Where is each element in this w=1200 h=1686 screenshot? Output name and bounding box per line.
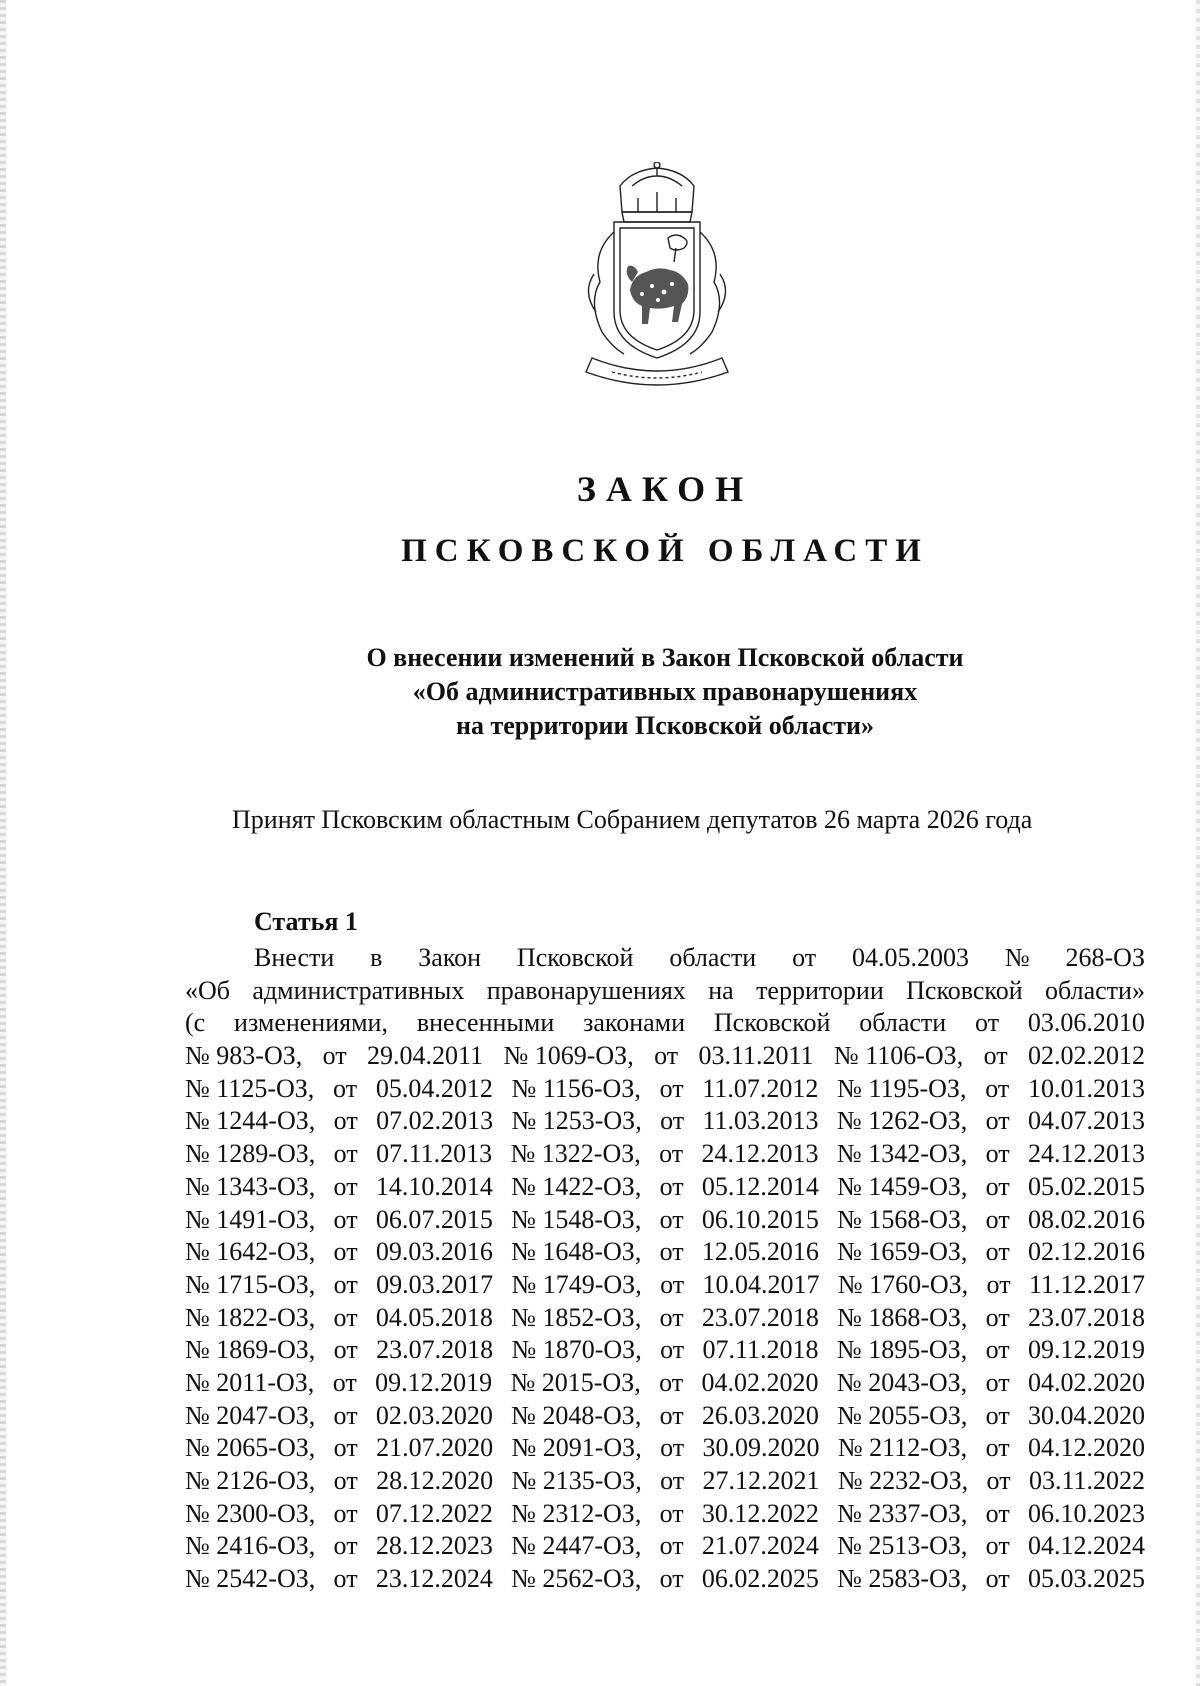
article-word: № 1868-ОЗ,: [837, 1302, 968, 1332]
article-word: от: [333, 1531, 358, 1561]
article-word: от: [659, 1498, 684, 1528]
article-word: области: [859, 1008, 947, 1038]
article-word: № 1253-ОЗ,: [511, 1106, 642, 1136]
article-word: № 1322-ОЗ,: [510, 1139, 641, 1169]
article-word: 09.03.2017: [376, 1269, 494, 1299]
article-word: 05.02.2015: [1027, 1171, 1145, 1201]
article-line: [185, 1007, 1145, 1040]
article-line: [185, 1400, 1145, 1433]
article-word: № 2447-ОЗ,: [511, 1531, 642, 1561]
article-word: № 1642-ОЗ,: [185, 1237, 316, 1267]
article-word: № 1422-ОЗ,: [511, 1171, 642, 1201]
article-word: № 2300-ОЗ,: [185, 1498, 316, 1528]
article-word: 09.12.2019: [1027, 1335, 1145, 1365]
law-title-line: на территории Псковской области»: [455, 711, 875, 740]
article-word: 05.04.2012: [375, 1073, 493, 1103]
article-word: 23.07.2018: [1027, 1302, 1145, 1332]
article-word: № 1195-ОЗ,: [837, 1073, 967, 1103]
article-word: № 2047-ОЗ,: [185, 1400, 316, 1430]
adoption-statement: Принят Псковским областным Собранием депутатов 26 марта 2026 года: [232, 805, 1033, 834]
article-word: № 1869-ОЗ,: [185, 1335, 316, 1365]
article-line: [185, 1465, 1145, 1498]
article-word: 06.02.2025: [701, 1564, 819, 1594]
article-word: 28.12.2020: [376, 1466, 494, 1495]
article-word: 04.05.2003: [851, 943, 969, 972]
article-word: 24.12.2013: [1027, 1139, 1145, 1169]
article-line: [185, 1302, 1145, 1335]
article-word: Псковской: [713, 1008, 831, 1038]
article-line: [185, 1236, 1145, 1269]
article-word: от: [659, 1204, 684, 1234]
article-word: 07.12.2022: [375, 1498, 493, 1528]
article-word: 03.11.2022: [1028, 1466, 1145, 1495]
article-line: [185, 942, 1145, 975]
article-word: от: [792, 943, 817, 972]
article-word: области: [669, 943, 757, 972]
article-word: № 2312-ОЗ,: [511, 1498, 642, 1528]
article-word: Внести: [254, 943, 335, 972]
region-heading: ПСКОВСКОЙ ОБЛАСТИ: [401, 533, 929, 569]
article-word: от: [985, 1564, 1010, 1594]
article-word: № 2562-ОЗ,: [511, 1564, 642, 1594]
article-word: 268-ОЗ: [1065, 943, 1145, 972]
article-word: от: [659, 1139, 684, 1169]
law-title: [0, 641, 1200, 743]
article-line: [185, 1432, 1145, 1465]
article-word: № 1342-ОЗ,: [836, 1139, 968, 1169]
article-line: [185, 1105, 1145, 1138]
document-type-heading: ЗАКОН: [576, 469, 754, 509]
article-word: № 2135-ОЗ,: [511, 1466, 642, 1495]
article-word: от: [659, 1237, 684, 1267]
article-word: № 1870-ОЗ,: [511, 1335, 642, 1365]
article-line: [185, 1204, 1145, 1237]
article-word: от: [985, 1237, 1010, 1267]
article-word: территории: [756, 975, 884, 1005]
article-word: № 1648-ОЗ,: [511, 1237, 642, 1267]
article-word: 30.04.2020: [1027, 1400, 1145, 1430]
article-word: законами: [583, 1008, 686, 1038]
article-word: 23.07.2018: [701, 1302, 819, 1332]
article-word: от: [985, 1073, 1010, 1103]
article-word: от: [985, 1498, 1010, 1528]
article-body: [185, 942, 1145, 1596]
article-word: изменениями,: [234, 1008, 388, 1038]
article-word: от: [659, 1171, 684, 1201]
scan-edge-left: [0, 0, 6, 1686]
article-word: 04.05.2018: [375, 1302, 493, 1332]
article-word: от: [985, 1433, 1010, 1463]
article-word: 05.12.2014: [701, 1171, 819, 1201]
coat-of-arms-emblem: [572, 162, 742, 402]
article-word: 30.12.2022: [701, 1498, 819, 1528]
article-word: № 983-ОЗ,: [185, 1041, 303, 1071]
article-line: [185, 1073, 1145, 1106]
article-word: от: [654, 1041, 679, 1071]
article-word: № 1289-ОЗ,: [185, 1139, 316, 1169]
article-word: № 2416-ОЗ,: [185, 1531, 316, 1561]
article-word: от: [333, 1433, 358, 1463]
article-word: 11.03.2013: [702, 1106, 819, 1136]
article-word: от: [985, 1531, 1010, 1561]
article-line: [185, 1367, 1145, 1400]
article-word: 23.12.2024: [375, 1564, 493, 1594]
article-word: № 1156-ОЗ,: [511, 1073, 641, 1103]
article-word: от: [985, 1400, 1010, 1430]
article-word: от: [659, 1564, 684, 1594]
article-word: 12.05.2016: [701, 1237, 819, 1267]
article-word: 10.04.2017: [702, 1269, 820, 1299]
article-word: № 1548-ОЗ,: [511, 1204, 642, 1234]
article-word: № 2055-ОЗ,: [837, 1400, 968, 1430]
article-word: от: [660, 1106, 685, 1136]
article-line: [185, 1498, 1145, 1531]
article-word: Закон: [418, 943, 482, 972]
article-line: [185, 1530, 1145, 1563]
article-word: от: [975, 1008, 1000, 1038]
article-line: [185, 975, 1145, 1008]
article-word: № 2112-ОЗ,: [837, 1433, 968, 1463]
article-word: от: [985, 1106, 1010, 1136]
article-word: от: [985, 1171, 1010, 1201]
article-word: № 2583-ОЗ,: [837, 1564, 968, 1594]
article-word: 09.03.2016: [375, 1237, 493, 1267]
article-word: от: [986, 1466, 1011, 1495]
article-word: № 2513-ОЗ,: [837, 1531, 968, 1561]
article-word: 02.03.2020: [375, 1400, 493, 1430]
article-word: Псковской: [906, 975, 1023, 1005]
article-word: от: [333, 1171, 358, 1201]
article-word: от: [332, 1367, 357, 1397]
article-word: от: [333, 1073, 358, 1103]
article-word: 10.01.2013: [1027, 1073, 1145, 1103]
article-line: [185, 1171, 1145, 1204]
article-word: № 1822-ОЗ,: [185, 1302, 316, 1332]
article-word: № 1659-ОЗ,: [837, 1237, 968, 1267]
article-word: 04.12.2020: [1027, 1433, 1145, 1463]
article-word: 04.12.2024: [1027, 1531, 1145, 1561]
article-word: 11.12.2017: [1028, 1269, 1145, 1299]
article-word: 26.03.2020: [701, 1400, 819, 1430]
article-word: «Об: [185, 975, 231, 1005]
article-word: внесенными: [416, 1008, 555, 1038]
article-word: от: [660, 1433, 685, 1463]
article-word: от: [659, 1073, 684, 1103]
article-word: 09.12.2019: [375, 1367, 493, 1397]
article-word: 06.10.2015: [701, 1204, 819, 1234]
article-word: № 1568-ОЗ,: [837, 1204, 968, 1234]
article-word: от: [659, 1400, 684, 1430]
article-word: 03.06.2010: [1027, 1008, 1145, 1038]
article-word: от: [333, 1204, 358, 1234]
article-word: правонарушениях: [486, 975, 686, 1005]
article-word: № 1749-ОЗ,: [511, 1269, 642, 1299]
article-word: от: [659, 1367, 684, 1397]
article-word: № 2015-ОЗ,: [510, 1367, 641, 1397]
article-line: [185, 1138, 1145, 1171]
article-word: от: [333, 1335, 358, 1365]
article-word: от: [985, 1335, 1010, 1365]
article-word: от: [333, 1302, 358, 1332]
article-word: 24.12.2013: [701, 1139, 819, 1169]
article-word: от: [660, 1269, 685, 1299]
article-word: на: [708, 975, 734, 1005]
article-word: от: [985, 1139, 1010, 1169]
article-word: № 1760-ОЗ,: [837, 1269, 969, 1299]
article-word: № 2048-ОЗ,: [511, 1400, 642, 1430]
article-word: от: [985, 1302, 1010, 1332]
article-line: [185, 1040, 1145, 1073]
article-word: № 2542-ОЗ,: [185, 1564, 316, 1594]
article-word: № 2011-ОЗ,: [185, 1367, 315, 1397]
article-word: от: [333, 1237, 358, 1267]
article-word: № 2091-ОЗ,: [511, 1433, 642, 1463]
law-title-line: «Об административных правонарушениях: [412, 677, 918, 706]
article-word: (с: [185, 1008, 206, 1038]
article-word: 21.07.2020: [376, 1433, 494, 1463]
article-word: от: [660, 1466, 685, 1495]
article-word: в: [370, 943, 383, 972]
article-word: от: [985, 1204, 1010, 1234]
article-word: от: [333, 1269, 358, 1299]
article-word: от: [659, 1302, 684, 1332]
article-word: № 2126-ОЗ,: [185, 1466, 316, 1495]
article-word: 05.03.2025: [1027, 1564, 1145, 1594]
article-word: 04.02.2020: [701, 1367, 819, 1397]
article-word: № 2065-ОЗ,: [185, 1433, 316, 1463]
article-word: № 1262-ОЗ,: [836, 1106, 968, 1136]
article-word: 23.07.2018: [376, 1335, 494, 1365]
article-word: 04.02.2020: [1027, 1367, 1145, 1397]
article-word: от: [322, 1041, 347, 1071]
article-word: от: [333, 1139, 358, 1169]
article-word: 28.12.2023: [375, 1531, 493, 1561]
article-word: № 1459-ОЗ,: [837, 1171, 968, 1201]
article-word: административных: [252, 975, 465, 1005]
article-word: 27.12.2021: [702, 1466, 820, 1495]
article-word: 03.11.2011: [698, 1041, 814, 1071]
article-word: № 1125-ОЗ,: [185, 1073, 315, 1103]
article-word: 30.09.2020: [702, 1433, 820, 1463]
article-word: № 2043-ОЗ,: [836, 1367, 968, 1397]
article-word: 07.02.2013: [376, 1106, 494, 1136]
article-word: от: [333, 1498, 358, 1528]
article-word: области»: [1045, 975, 1145, 1005]
article-word: от: [985, 1367, 1010, 1397]
article-word: 04.07.2013: [1027, 1106, 1145, 1136]
article-word: от: [333, 1106, 358, 1136]
article-word: от: [333, 1564, 358, 1594]
article-word: 06.10.2023: [1027, 1498, 1145, 1528]
article-word: № 1491-ОЗ,: [185, 1204, 316, 1234]
article-word: 02.12.2016: [1027, 1237, 1145, 1267]
article-word: от: [660, 1335, 685, 1365]
article-line: [185, 1269, 1145, 1302]
article-word: 08.02.2016: [1027, 1204, 1145, 1234]
article-word: Псковской: [516, 943, 634, 972]
article-line: [185, 1334, 1145, 1367]
article-word: № 1106-ОЗ,: [833, 1041, 964, 1071]
article-word: от: [333, 1400, 358, 1430]
scan-edge-right: [1196, 0, 1200, 1686]
article-word: от: [986, 1269, 1011, 1299]
article-word: 07.11.2018: [702, 1335, 819, 1365]
article-word: № 1895-ОЗ,: [836, 1335, 968, 1365]
article-line: [185, 1563, 1145, 1596]
article-word: № 1069-ОЗ,: [503, 1041, 634, 1071]
law-title-line: О внесении изменений в Закон Псковской области: [366, 643, 964, 672]
article-word: от: [333, 1466, 358, 1495]
article-word: от: [659, 1531, 684, 1561]
article-word: № 1244-ОЗ,: [185, 1106, 316, 1136]
article-word: № 1343-ОЗ,: [185, 1171, 316, 1201]
article-word: 07.11.2013: [376, 1139, 493, 1169]
article-word: №: [1004, 943, 1030, 972]
article-word: № 2232-ОЗ,: [837, 1466, 969, 1495]
article-word: 21.07.2024: [701, 1531, 819, 1561]
article-word: № 1715-ОЗ,: [185, 1269, 316, 1299]
article-word: от: [983, 1041, 1008, 1071]
article-word: 29.04.2011: [367, 1041, 484, 1071]
article-word: 02.02.2012: [1027, 1041, 1145, 1071]
article-word: 11.07.2012: [702, 1073, 819, 1103]
article-word: 06.07.2015: [375, 1204, 493, 1234]
article-heading: Статья 1: [254, 907, 358, 936]
article-word: 14.10.2014: [375, 1171, 493, 1201]
article-word: № 2337-ОЗ,: [837, 1498, 968, 1528]
article-word: № 1852-ОЗ,: [511, 1302, 642, 1332]
